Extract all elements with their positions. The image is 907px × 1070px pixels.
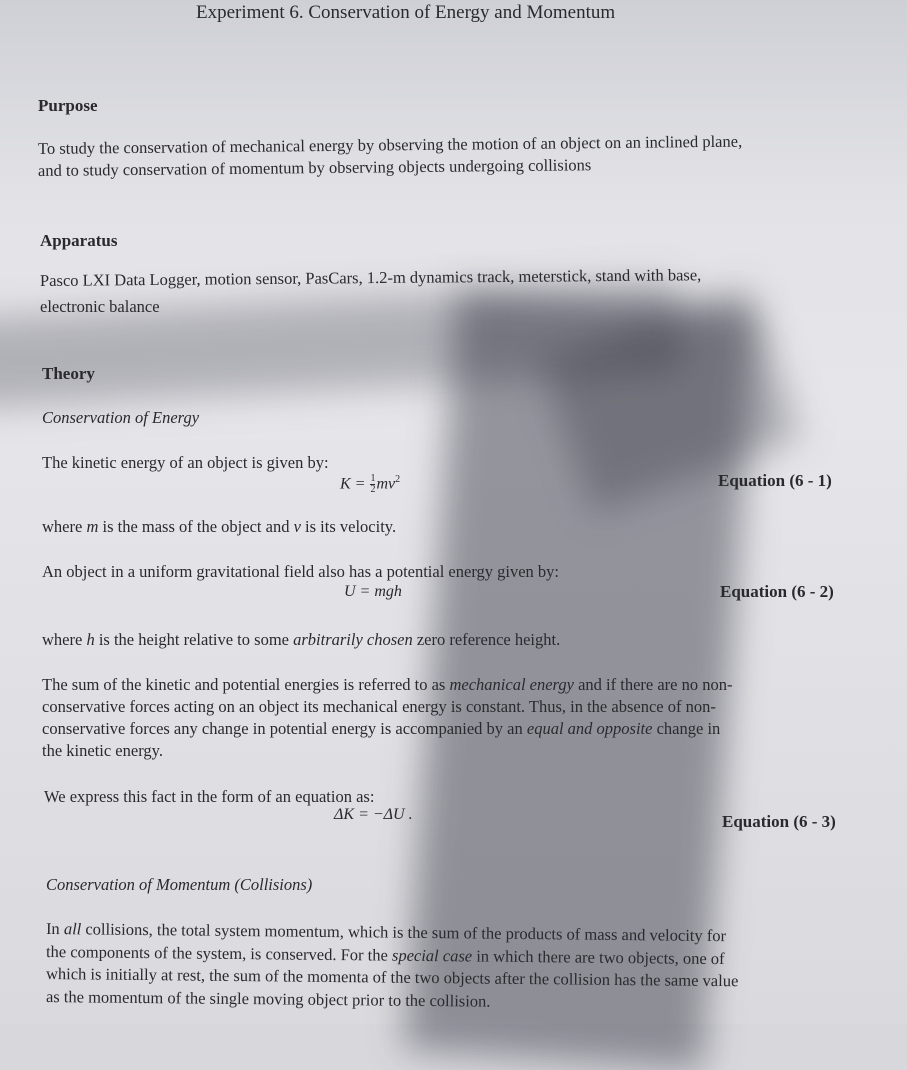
- mom-l2b: special case: [391, 945, 473, 966]
- mech-l3c: change in: [652, 719, 721, 738]
- momentum-para-line-3: which is initially at rest, the sum of the momenta of the two objects after the collision has the same value: [45, 964, 739, 991]
- mom-l1c: collisions, the total system momentum, which is the sum of the products of mass and velocity for: [81, 919, 727, 946]
- purpose-line-2: and to study conservation of momentum by observing objects undergoing collisions: [37, 155, 592, 180]
- express-intro: We express this fact in the form of an equation as:: [44, 787, 375, 806]
- mom-l1a: In: [45, 919, 64, 939]
- mech-para-line-2: conservative forces acting on an object its mechanical energy is constant. Thus, in the absence of non-: [42, 697, 716, 716]
- apparatus-line-1: Pasco LXI Data Logger, motion sensor, PasCars, 1.2-m dynamics track, meterstick, stand with base,: [39, 265, 702, 290]
- where1-text-a: where: [42, 517, 87, 536]
- eq1-lhs: K =: [340, 475, 370, 493]
- where2-text-a: where: [42, 630, 87, 649]
- mech-para-line-1: [42, 674, 732, 695]
- mom-l2c: in which there are two objects, one of: [472, 946, 725, 969]
- momentum-subheading: Conservation of Momentum (Collisions): [46, 875, 313, 894]
- where1-m: m: [86, 517, 99, 536]
- mech-l3a: conservative forces any change in potential energy is accompanied by an: [42, 719, 527, 738]
- equation-6-3: ΔK = −ΔU .: [334, 806, 413, 823]
- mech-para-line-4: the kinetic energy.: [42, 741, 163, 760]
- where1-v: v: [293, 517, 301, 536]
- mech-l1b: mechanical energy: [449, 675, 574, 694]
- eq1-frac-den: 2: [370, 484, 376, 496]
- mech-l3b: equal and opposite: [526, 719, 653, 738]
- apparatus-line-2: electronic balance: [40, 297, 160, 316]
- eq1-fraction: [370, 474, 375, 495]
- mom-l2a: the components of the system, is conserved. For the: [45, 942, 393, 965]
- mech-para-line-3: [42, 718, 720, 739]
- potential-intro: An object in a uniform gravitational field also has a potential energy given by:: [42, 562, 560, 581]
- purpose-heading: Purpose: [38, 96, 98, 115]
- purpose-line-1: To study the conservation of mechanical energy by observing the motion of an object on an inclined plane,: [37, 131, 743, 158]
- eq1-rhs: mv: [376, 475, 396, 493]
- equation-6-3-label: Equation (6 - 3): [722, 812, 836, 831]
- momentum-para-line-4: as the momentum of the single moving object prior to the collision.: [45, 987, 491, 1011]
- theory-heading: Theory: [42, 364, 95, 383]
- where-m-v: [42, 516, 396, 537]
- mech-l1a: The sum of the kinetic and potential energies is referred to as: [42, 675, 450, 694]
- mech-l1c: and if there are no non-: [573, 675, 733, 694]
- equation-6-1-label: Equation (6 - 1): [718, 471, 832, 490]
- where2-h: h: [86, 630, 95, 649]
- where-h: [42, 629, 560, 650]
- where2-arbitrarily: arbitrarily chosen: [293, 630, 413, 649]
- equation-6-2-label: Equation (6 - 2): [720, 582, 834, 601]
- energy-subheading: Conservation of Energy: [42, 408, 200, 427]
- eq1-frac-num: 1: [370, 473, 376, 485]
- equation-6-1: [340, 474, 400, 495]
- eq1-exponent: 2: [395, 474, 401, 485]
- apparatus-heading: Apparatus: [40, 231, 118, 250]
- where1-text-c: is its velocity.: [300, 517, 397, 536]
- where1-text-b: is the mass of the object and: [98, 517, 294, 536]
- where2-text-c: zero reference height.: [412, 630, 561, 649]
- where2-text-b: is the height relative to some: [94, 630, 294, 649]
- page-title: Experiment 6. Conservation of Energy and Momentum: [196, 2, 616, 23]
- mom-l1b: all: [63, 919, 82, 939]
- kinetic-intro: The kinetic energy of an object is given by:: [42, 453, 329, 472]
- equation-6-2: U = mgh: [344, 583, 402, 600]
